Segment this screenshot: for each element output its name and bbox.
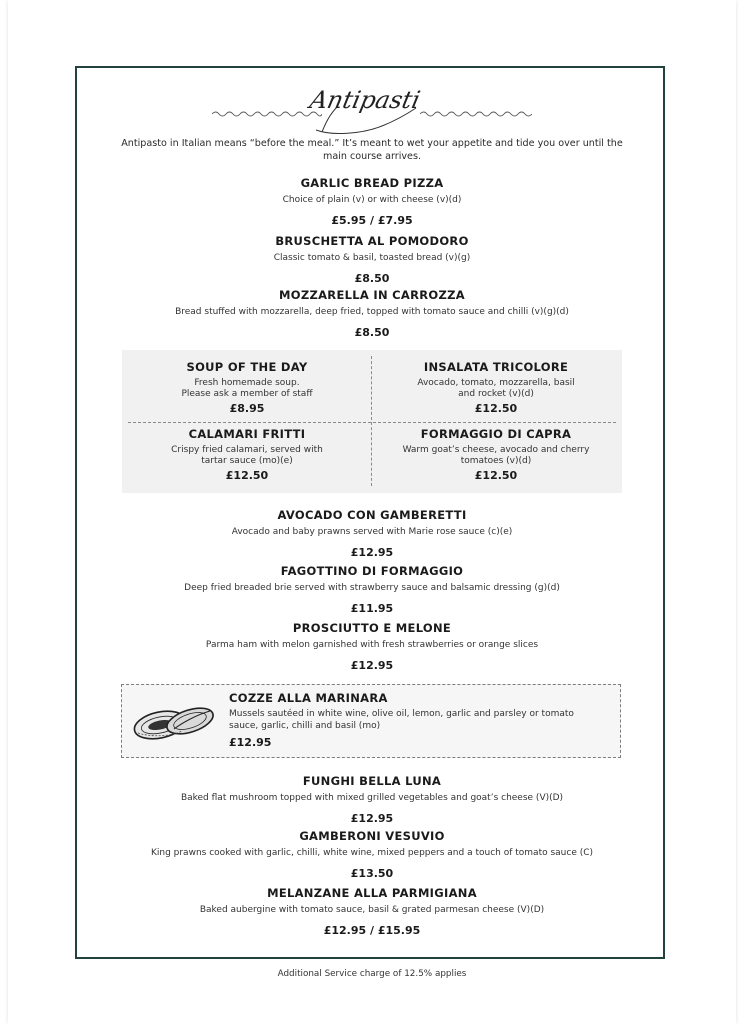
item-name: SOUP OF THE DAY [186, 360, 308, 374]
grid-item [371, 360, 621, 415]
item-price: £12.95 [350, 545, 394, 559]
item-price: £12.95 [229, 736, 272, 749]
item-name: MOZZARELLA IN CARROZZA [279, 288, 465, 302]
item-description: Classic tomato & basil, toasted bread (v)(g) [273, 253, 471, 263]
grid-item [122, 427, 372, 482]
item-description: Baked aubergine with tomato sauce, basil & grated parmesan cheese (V)(D) [199, 905, 545, 915]
item-price: £8.50 [354, 271, 390, 285]
item-description: Baked flat mushroom topped with mixed grilled vegetables and goat’s cheese (V)(D) [180, 793, 564, 803]
menu-item [90, 774, 654, 825]
item-description-line: Crispy fried calamari, served with [171, 445, 323, 455]
section-title: Antipasti [307, 86, 423, 114]
item-description: Choice of plain (v) or with cheese (v)(d) [282, 195, 462, 205]
item-name: FAGOTTINO DI FORMAGGIO [280, 564, 464, 578]
item-name: CALAMARI FRITTI [188, 427, 306, 441]
item-name: MELANZANE ALLA PARMIGIANA [267, 886, 477, 900]
item-description-line: Please ask a member of staff [181, 389, 313, 399]
item-description-line: Avocado, tomato, mozzarella, basil [417, 378, 575, 388]
section-heading [0, 80, 744, 140]
featured-item-box [121, 684, 621, 758]
intro-text: Antipasto in Italian means “before the meal.” It’s meant to wet your appetite and tide you over until the main course arrives. [121, 138, 623, 162]
item-price: £8.50 [354, 325, 390, 339]
item-description: Deep fried breaded brie served with strawberry sauce and balsamic dressing (g)(d) [184, 583, 560, 593]
wave-divider-right-icon [420, 110, 532, 118]
item-name: GARLIC BREAD PIZZA [300, 176, 444, 190]
specials-grid [122, 350, 622, 493]
featured-item-text [229, 691, 609, 749]
item-name: INSALATA TRICOLORE [423, 360, 569, 374]
item-name: BRUSCHETTA AL POMODORO [275, 234, 469, 248]
item-name: FORMAGGIO DI CAPRA [420, 427, 572, 441]
item-price: £12.95 [350, 811, 394, 825]
item-description-line: sauce, garlic, chilli and basil (mo) [229, 720, 381, 731]
item-description-line: Mussels sautéed in white wine, olive oil, lemon, garlic and parsley or tomato [229, 709, 574, 719]
item-description-line: Warm goat’s cheese, avocado and cherry [402, 445, 590, 455]
grid-item [371, 427, 621, 482]
item-description [122, 445, 372, 467]
menu-item [90, 234, 654, 285]
menu-item [90, 621, 654, 672]
item-name: GAMBERONI VESUVIO [299, 829, 445, 843]
item-price: £12.50 [474, 469, 518, 482]
item-description [229, 709, 609, 732]
menu-item [90, 829, 654, 880]
item-name: PROSCIUTTO E MELONE [292, 621, 452, 635]
item-price: £12.95 [350, 658, 394, 672]
item-price: £11.95 [350, 601, 394, 615]
menu-item [90, 288, 654, 339]
item-description-line: Fresh homemade soup. [194, 378, 300, 388]
item-description: Bread stuffed with mozzarella, deep fried, topped with tomato sauce and chilli (v)(g)(d) [175, 307, 569, 317]
item-name: FUNGHI BELLA LUNA [302, 774, 442, 788]
item-price: £12.50 [474, 402, 518, 415]
mussels-illustration-icon [130, 699, 222, 745]
item-price: £5.95 / £7.95 [331, 213, 413, 227]
item-price: £12.95 / £15.95 [323, 923, 421, 937]
item-name: COZZE ALLA MARINARA [229, 691, 388, 705]
item-description [371, 378, 621, 400]
item-price: £12.50 [225, 469, 269, 482]
menu-item [90, 886, 654, 937]
item-price: £8.95 [229, 402, 265, 415]
item-description: Avocado and baby prawns served with Marie rose sauce (c)(e) [231, 527, 513, 537]
item-description: Parma ham with melon garnished with fresh strawberries or orange slices [205, 640, 539, 650]
service-charge-note: Additional Service charge of 12.5% applies [277, 969, 467, 979]
menu-item [90, 508, 654, 559]
menu-item [90, 564, 654, 615]
item-description-line: and rocket (v)(d) [458, 389, 534, 399]
grid-divider-horizontal [128, 422, 616, 423]
item-name: AVOCADO CON GAMBERETTI [277, 508, 467, 522]
item-description [371, 445, 621, 467]
item-description-line: tomatoes (v)(d) [460, 456, 532, 466]
item-description: King prawns cooked with garlic, chilli, white wine, mixed peppers and a touch of tomato sauce (C) [150, 848, 594, 858]
item-description [122, 378, 372, 400]
item-description-line: tartar sauce (mo)(e) [201, 456, 293, 466]
item-price: £13.50 [350, 866, 394, 880]
menu-item [90, 176, 654, 227]
grid-item [122, 360, 372, 415]
